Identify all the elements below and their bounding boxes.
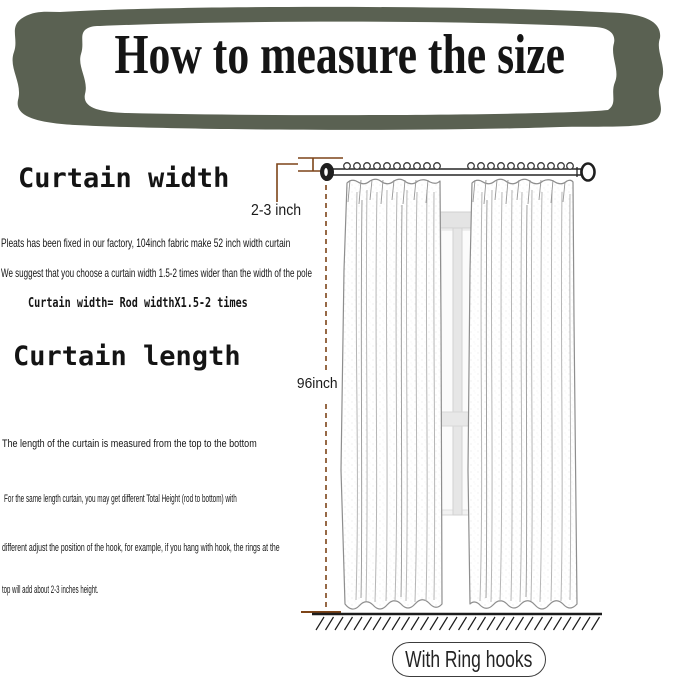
page-title: How to measure the size [114, 24, 565, 86]
floor-line [312, 614, 602, 630]
ring-hooks-badge [392, 642, 546, 677]
length-paragraph-line-2: For the same length curtain, you may get different Total Height (rod to bottom) with [4, 493, 237, 505]
rod-right-finial-icon [582, 164, 595, 181]
curtain-height-label: 96inch [296, 375, 338, 392]
length-paragraph-line-4: top will add about 2-3 inches height. [2, 584, 99, 596]
rod-gap-label: 2-3 inch [251, 202, 302, 219]
left-curtain-panel [341, 179, 442, 609]
width-paragraph-line-1: Pleats has been fixed in our factory, 104inch fabric make 52 inch width curtain [1, 236, 291, 250]
curtain-width-formula: Curtain width= Rod widthX1.5-2 times [28, 296, 248, 311]
length-paragraph-line-3: different adjust the position of the hook, for example, if you hang with hook, the rings at the [2, 542, 280, 554]
ring-hooks-badge-label: With Ring hooks [405, 646, 533, 672]
curtain-length-heading: Curtain length [13, 341, 241, 372]
height-dashed-line [301, 176, 341, 612]
length-paragraph-line-1: The length of the curtain is measured from the top to the bottom [2, 438, 257, 450]
right-curtain-panel [468, 179, 577, 609]
rod-gap-measure-bracket [277, 158, 343, 202]
width-paragraph-line-2: We suggest that you choose a curtain width 1.5-2 times wider than the width of the pole [1, 266, 312, 280]
curtain-width-heading: Curtain width [18, 163, 230, 194]
